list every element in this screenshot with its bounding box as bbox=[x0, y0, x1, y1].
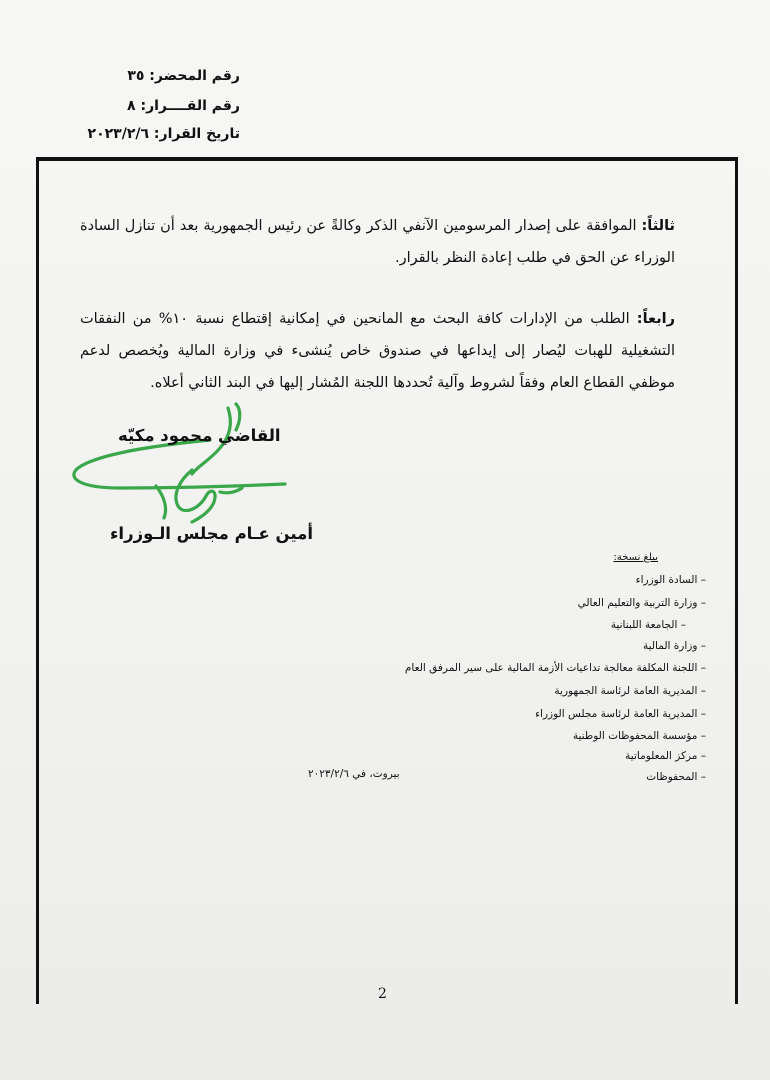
signatory-name: القاضي محمود مكيّه bbox=[118, 426, 281, 445]
clause-fourth bbox=[80, 303, 675, 399]
clause-third-lead: ثالثاً: bbox=[641, 218, 675, 234]
decision-number: رقم القــــرار: ٨ bbox=[127, 98, 240, 114]
header-meta bbox=[40, 60, 240, 150]
distribution-item: – السادة الوزراء bbox=[635, 574, 706, 586]
distribution-item: – وزارة التربية والتعليم العالي bbox=[577, 597, 706, 609]
distribution-item: – وزارة المالية bbox=[643, 640, 706, 652]
clause-fourth-lead: رابعاً: bbox=[636, 311, 675, 327]
distribution-item: – المديرية العامة لرئاسة الجمهورية bbox=[554, 685, 706, 697]
clause-fourth-text: الطلب من الإدارات كافة البحث مع المانحين في إمكانية إقتطاع نسبة ١٠% من النفقات التشغيلية للهبات ليُصار إلى إيداعها في صندوق خاص يُنشىء في وزارة المالية ويُخصص لدعم موظفي القطاع العام وفقاً لشروط وآلية تُحددها اللجنة المُشار إليها في البند الثاني أعلاه. bbox=[80, 311, 675, 391]
content-frame bbox=[36, 157, 738, 1004]
distribution-item: – الجامعة اللبنانية bbox=[610, 619, 686, 631]
distribution-item: – المديرية العامة لرئاسة مجلس الوزراء bbox=[535, 708, 706, 720]
clause-third bbox=[80, 210, 675, 274]
place-date: بيروت، في ٢٠٢٣/٢/٦ bbox=[308, 768, 400, 780]
clause-third-text: الموافقة على إصدار المرسومين الآنفي الذكر وكالةً عن رئيس الجمهورية بعد أن تنازل السادة الوزراء عن الحق في طلب إعادة النظر بالقرار. bbox=[80, 218, 675, 266]
distribution-item: – اللجنة المكلفة معالجة تداعيات الأزمة المالية على سير المرفق العام bbox=[404, 662, 706, 674]
page-number: 2 bbox=[378, 986, 387, 1002]
signatory-title: أمين عـام مجلس الـوزراء bbox=[110, 524, 313, 543]
distribution-item: – مؤسسة المحفوظات الوطنية bbox=[572, 730, 706, 742]
handwritten-signature bbox=[60, 400, 300, 530]
distribution-title: يبلغ نسخة: bbox=[613, 552, 658, 563]
distribution-item: – المحفوظات bbox=[646, 771, 706, 783]
minutes-number: رقم المحضر: ٣٥ bbox=[127, 68, 240, 84]
decision-date: تاريخ القرار: ٢٠٢٣/٢/٦ bbox=[87, 126, 240, 142]
distribution-item: – مركز المعلوماتية bbox=[625, 750, 706, 762]
